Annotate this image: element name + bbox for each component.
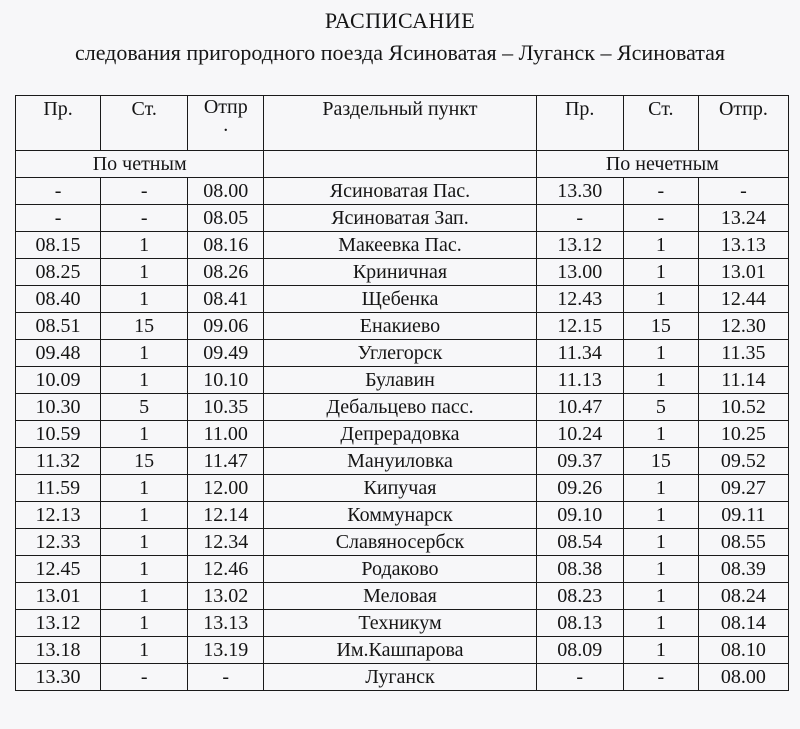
cell-arrival-even: -	[16, 178, 101, 205]
table-row	[16, 340, 789, 367]
cell-departure-odd: 13.01	[698, 259, 788, 286]
cell-departure-odd: 13.24	[698, 205, 788, 232]
cell-stop-odd: 1	[623, 340, 698, 367]
cell-station: Ясиноватая Пас.	[264, 178, 536, 205]
cell-departure-even: 11.47	[188, 448, 264, 475]
cell-departure-even: 11.00	[188, 421, 264, 448]
table-row	[16, 475, 789, 502]
cell-arrival-even: 08.40	[16, 286, 101, 313]
cell-departure-odd: 10.52	[698, 394, 788, 421]
cell-station: Им.Кашпарова	[264, 637, 536, 664]
cell-stop-even: 1	[101, 502, 188, 529]
cell-station: Родаково	[264, 556, 536, 583]
table-row	[16, 448, 789, 475]
cell-departure-odd: 08.55	[698, 529, 788, 556]
cell-arrival-odd: 08.54	[536, 529, 623, 556]
table-row	[16, 286, 789, 313]
header-departure-even-line1: Отпр	[203, 96, 248, 118]
cell-station: Булавин	[264, 367, 536, 394]
table-row	[16, 232, 789, 259]
cell-station: Углегорск	[264, 340, 536, 367]
cell-departure-even: 08.26	[188, 259, 264, 286]
cell-stop-odd: 5	[623, 394, 698, 421]
cell-stop-even: 1	[101, 421, 188, 448]
cell-arrival-even: 09.48	[16, 340, 101, 367]
cell-arrival-odd: 12.43	[536, 286, 623, 313]
cell-departure-even: 08.41	[188, 286, 264, 313]
cell-stop-odd: 15	[623, 448, 698, 475]
cell-departure-even: 08.00	[188, 178, 264, 205]
cell-arrival-odd: 11.34	[536, 340, 623, 367]
cell-arrival-even: 13.12	[16, 610, 101, 637]
cell-stop-odd: 1	[623, 529, 698, 556]
cell-departure-even: 13.19	[188, 637, 264, 664]
table-row	[16, 637, 789, 664]
header-stop-odd: Ст.	[623, 96, 698, 151]
cell-arrival-even: 08.15	[16, 232, 101, 259]
cell-stop-even: 1	[101, 556, 188, 583]
cell-stop-odd: 1	[623, 286, 698, 313]
table-row	[16, 205, 789, 232]
cell-departure-odd: 11.35	[698, 340, 788, 367]
cell-departure-odd: 08.00	[698, 664, 788, 691]
cell-station: Кипучая	[264, 475, 536, 502]
cell-arrival-even: 11.32	[16, 448, 101, 475]
table-row	[16, 259, 789, 286]
cell-stop-odd: 1	[623, 475, 698, 502]
header-stop-even: Ст.	[101, 96, 188, 151]
cell-arrival-odd: 09.26	[536, 475, 623, 502]
cell-stop-odd: 1	[623, 556, 698, 583]
cell-station: Депрерадовка	[264, 421, 536, 448]
cell-arrival-odd: 10.24	[536, 421, 623, 448]
cell-departure-even: 12.00	[188, 475, 264, 502]
cell-station: Меловая	[264, 583, 536, 610]
cell-departure-odd: -	[698, 178, 788, 205]
direction-spacer	[264, 151, 536, 178]
cell-departure-even: 08.16	[188, 232, 264, 259]
cell-departure-odd: 12.30	[698, 313, 788, 340]
cell-departure-even: 09.49	[188, 340, 264, 367]
cell-stop-odd: 1	[623, 259, 698, 286]
cell-station: Славяносербск	[264, 529, 536, 556]
cell-station: Мануиловка	[264, 448, 536, 475]
table-row	[16, 178, 789, 205]
cell-stop-even: -	[101, 178, 188, 205]
cell-stop-odd: 1	[623, 637, 698, 664]
table-row	[16, 502, 789, 529]
cell-station: Дебальцево пасс.	[264, 394, 536, 421]
cell-station: Техникум	[264, 610, 536, 637]
cell-departure-odd: 12.44	[698, 286, 788, 313]
cell-arrival-even: 12.45	[16, 556, 101, 583]
cell-stop-even: 1	[101, 367, 188, 394]
schedule-table-body	[16, 96, 789, 691]
cell-departure-odd: 09.52	[698, 448, 788, 475]
cell-stop-even: 1	[101, 340, 188, 367]
cell-arrival-odd: 11.13	[536, 367, 623, 394]
table-row	[16, 313, 789, 340]
cell-stop-odd: 15	[623, 313, 698, 340]
cell-arrival-even: 12.33	[16, 529, 101, 556]
cell-stop-even: 1	[101, 232, 188, 259]
cell-stop-odd: 1	[623, 610, 698, 637]
cell-arrival-odd: 12.15	[536, 313, 623, 340]
cell-departure-even: 12.46	[188, 556, 264, 583]
cell-departure-odd: 08.39	[698, 556, 788, 583]
cell-station: Луганск	[264, 664, 536, 691]
cell-departure-odd: 09.27	[698, 475, 788, 502]
cell-arrival-even: 11.59	[16, 475, 101, 502]
cell-arrival-odd: 13.12	[536, 232, 623, 259]
cell-arrival-odd: 09.37	[536, 448, 623, 475]
direction-odd: По нечетным	[536, 151, 788, 178]
cell-departure-even: 09.06	[188, 313, 264, 340]
cell-stop-even: -	[101, 205, 188, 232]
cell-stop-even: 1	[101, 637, 188, 664]
cell-arrival-even: -	[16, 205, 101, 232]
schedule-table	[15, 95, 789, 691]
cell-departure-odd: 09.11	[698, 502, 788, 529]
cell-departure-even: -	[188, 664, 264, 691]
header-departure-odd: Отпр.	[698, 96, 788, 151]
cell-arrival-odd: 13.00	[536, 259, 623, 286]
cell-arrival-odd: 10.47	[536, 394, 623, 421]
cell-departure-even: 10.10	[188, 367, 264, 394]
cell-departure-even: 08.05	[188, 205, 264, 232]
cell-stop-odd: -	[623, 205, 698, 232]
cell-departure-odd: 10.25	[698, 421, 788, 448]
table-row	[16, 367, 789, 394]
column-header-row	[16, 96, 789, 151]
table-row	[16, 583, 789, 610]
cell-stop-even: 5	[101, 394, 188, 421]
cell-stop-odd: -	[623, 178, 698, 205]
cell-stop-odd: 1	[623, 367, 698, 394]
cell-stop-even: 1	[101, 583, 188, 610]
cell-stop-even: 1	[101, 259, 188, 286]
cell-stop-even: 15	[101, 448, 188, 475]
cell-arrival-odd: 08.13	[536, 610, 623, 637]
direction-row	[16, 151, 789, 178]
cell-departure-even: 12.34	[188, 529, 264, 556]
header-station: Раздельный пункт	[264, 96, 536, 151]
cell-departure-odd: 08.10	[698, 637, 788, 664]
table-row	[16, 610, 789, 637]
cell-arrival-even: 13.18	[16, 637, 101, 664]
document-title: РАСПИСАНИЕ	[324, 8, 476, 33]
cell-stop-even: 1	[101, 286, 188, 313]
cell-stop-odd: -	[623, 664, 698, 691]
cell-departure-odd: 11.14	[698, 367, 788, 394]
cell-departure-even: 13.02	[188, 583, 264, 610]
cell-departure-even: 12.14	[188, 502, 264, 529]
cell-departure-odd: 08.14	[698, 610, 788, 637]
header-arrival-odd: Пр.	[536, 96, 623, 151]
cell-stop-even: 1	[101, 475, 188, 502]
cell-station: Щебенка	[264, 286, 536, 313]
cell-arrival-even: 13.01	[16, 583, 101, 610]
table-row	[16, 556, 789, 583]
cell-station: Коммунарск	[264, 502, 536, 529]
cell-station: Криничная	[264, 259, 536, 286]
cell-stop-odd: 1	[623, 421, 698, 448]
table-row	[16, 394, 789, 421]
cell-arrival-odd: 08.38	[536, 556, 623, 583]
cell-departure-even: 13.13	[188, 610, 264, 637]
cell-station: Макеевка Пас.	[264, 232, 536, 259]
header-arrival-even: Пр.	[16, 96, 101, 151]
cell-departure-odd: 13.13	[698, 232, 788, 259]
cell-stop-even: 1	[101, 529, 188, 556]
header-departure-even	[188, 96, 264, 151]
cell-arrival-odd: 09.10	[536, 502, 623, 529]
cell-stop-even: -	[101, 664, 188, 691]
cell-stop-even: 1	[101, 610, 188, 637]
cell-arrival-even: 10.09	[16, 367, 101, 394]
table-row	[16, 664, 789, 691]
cell-stop-odd: 1	[623, 502, 698, 529]
cell-arrival-even: 13.30	[16, 664, 101, 691]
cell-arrival-odd: -	[536, 205, 623, 232]
cell-station: Енакиево	[264, 313, 536, 340]
cell-arrival-odd: 08.23	[536, 583, 623, 610]
table-row	[16, 529, 789, 556]
table-row	[16, 421, 789, 448]
cell-stop-even: 15	[101, 313, 188, 340]
cell-departure-odd: 08.24	[698, 583, 788, 610]
cell-arrival-odd: 13.30	[536, 178, 623, 205]
cell-arrival-even: 10.30	[16, 394, 101, 421]
cell-station: Ясиноватая Зап.	[264, 205, 536, 232]
header-departure-even-line2: .	[223, 114, 229, 136]
direction-even: По четным	[16, 151, 264, 178]
cell-arrival-even: 08.25	[16, 259, 101, 286]
cell-arrival-even: 10.59	[16, 421, 101, 448]
cell-stop-odd: 1	[623, 583, 698, 610]
cell-arrival-even: 12.13	[16, 502, 101, 529]
cell-departure-even: 10.35	[188, 394, 264, 421]
cell-stop-odd: 1	[623, 232, 698, 259]
cell-arrival-odd: 08.09	[536, 637, 623, 664]
document-subtitle: следования пригородного поезда Ясиноватая – Луганск – Ясиноватая	[74, 40, 726, 65]
cell-arrival-even: 08.51	[16, 313, 101, 340]
cell-arrival-odd: -	[536, 664, 623, 691]
